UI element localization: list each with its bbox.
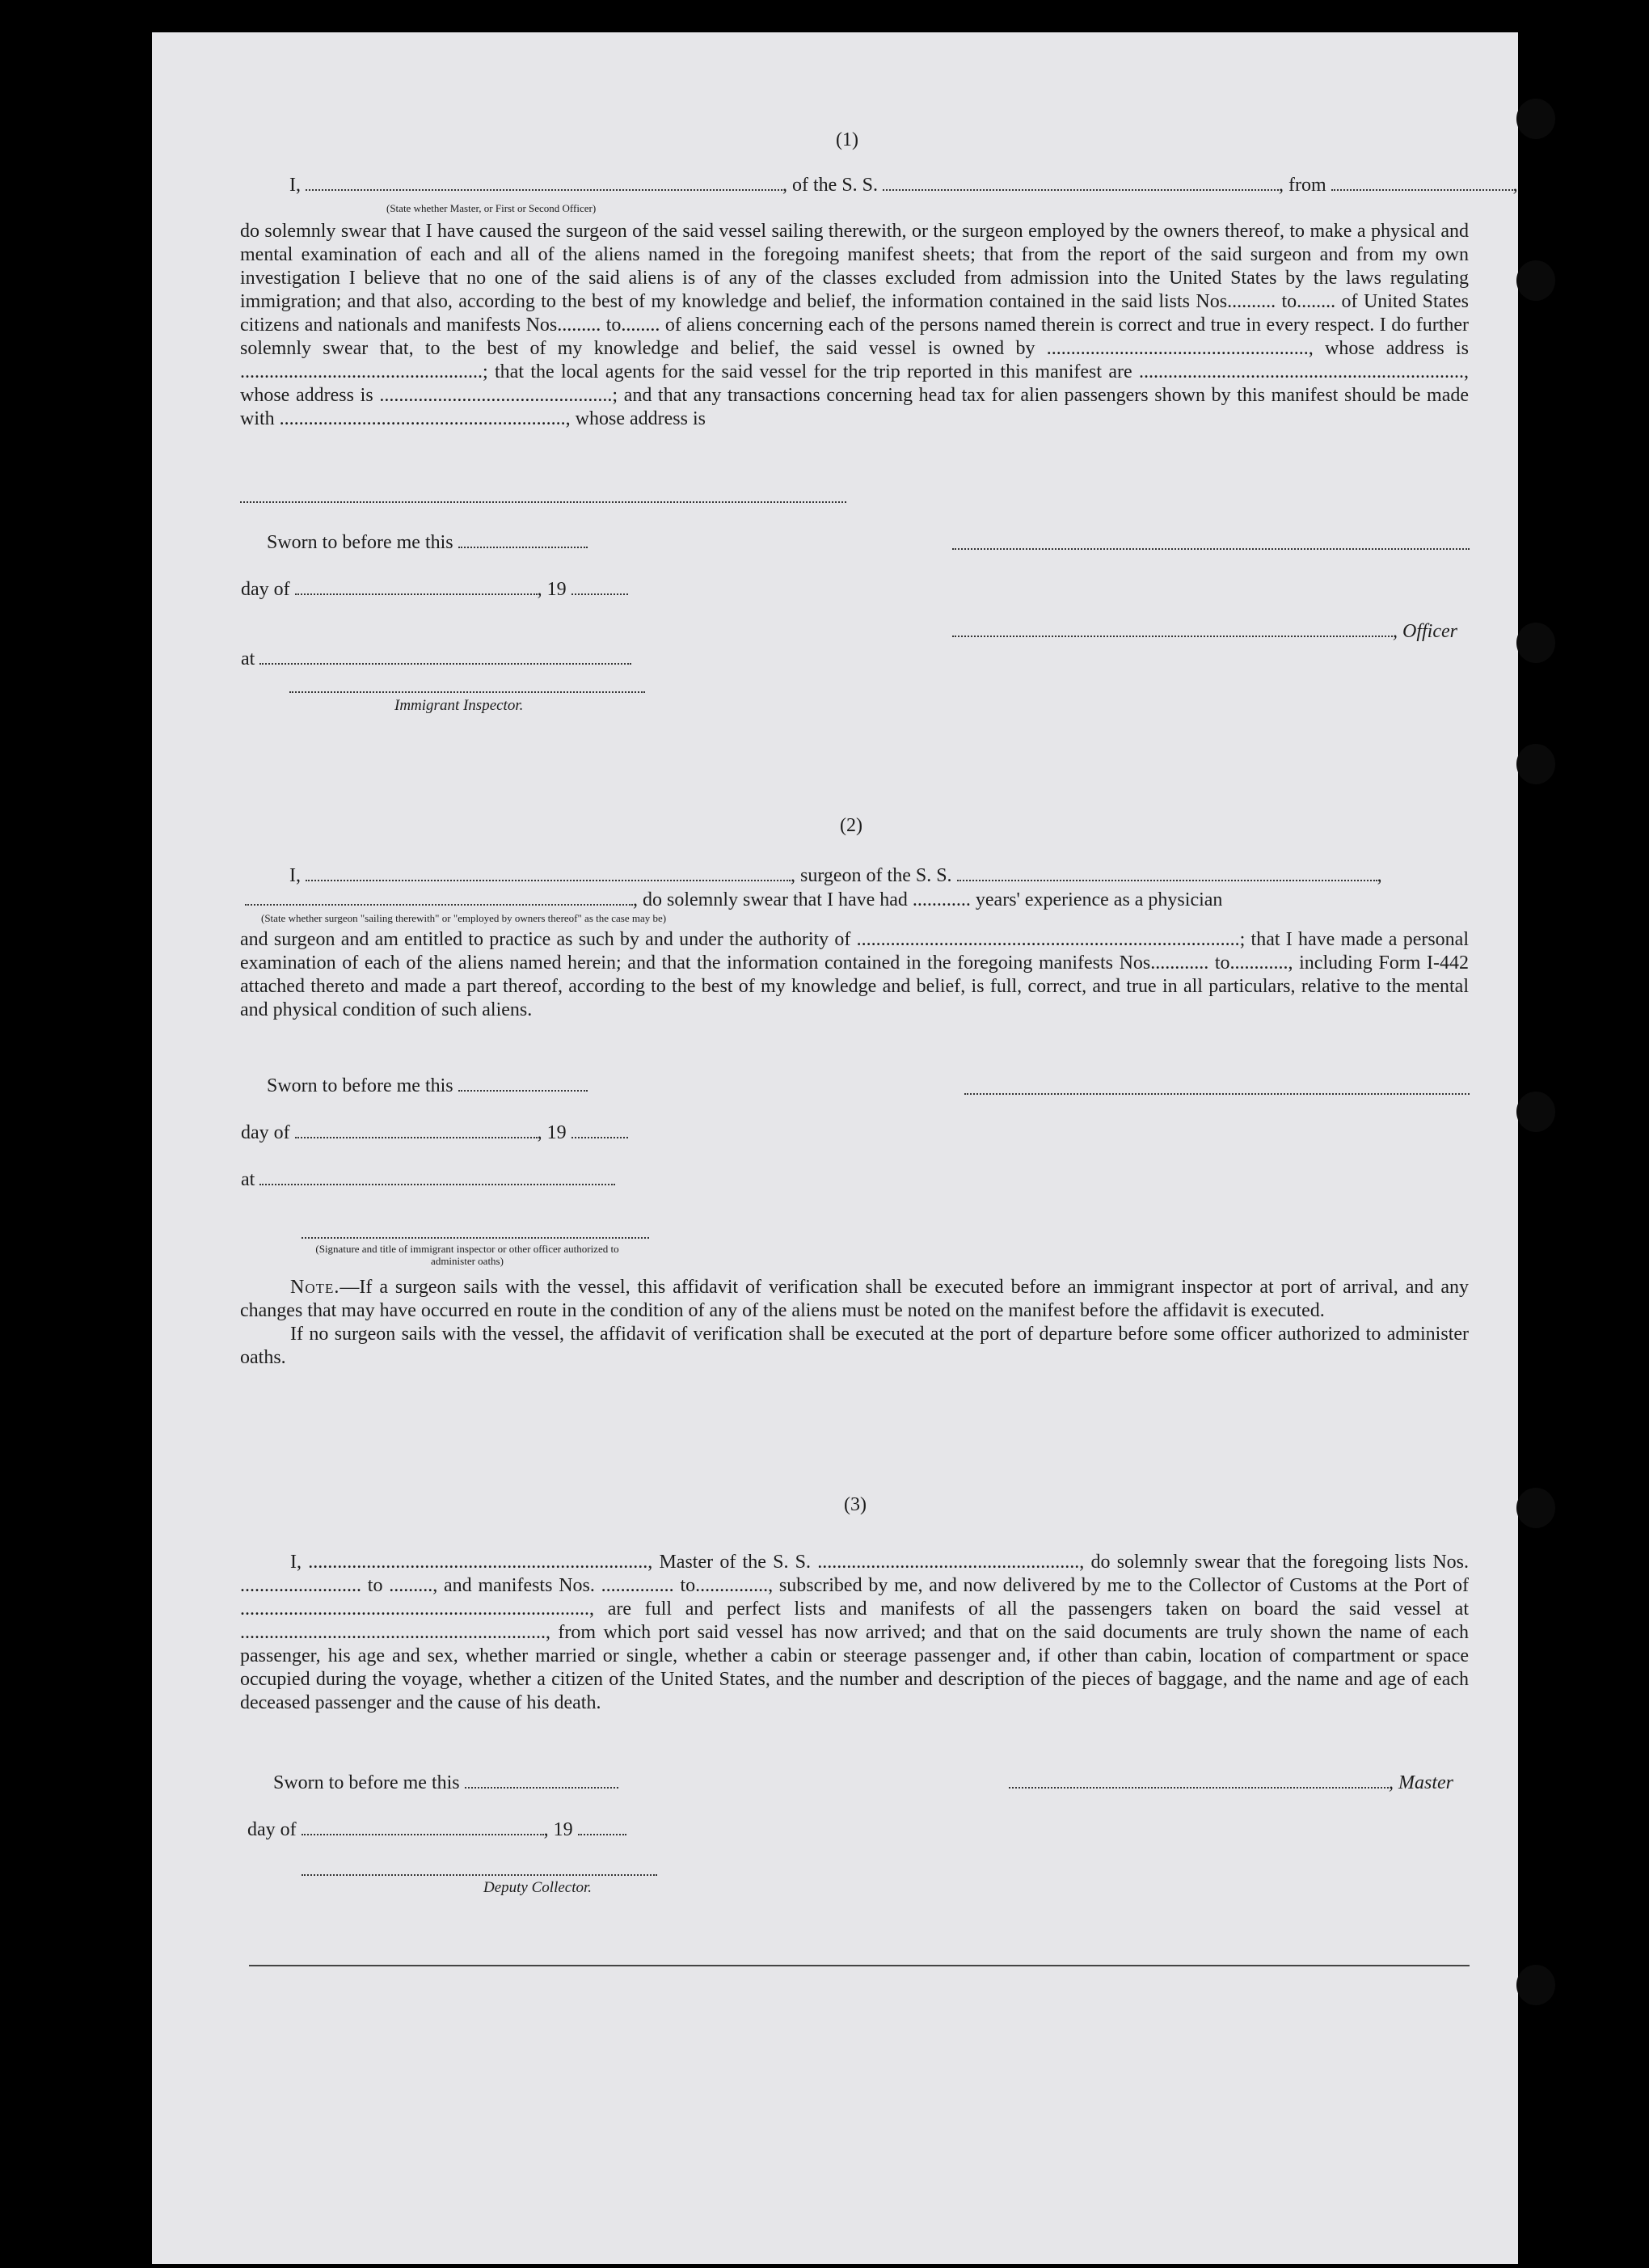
oath-officer-signature-line — [302, 1237, 649, 1239]
punch-hole — [1516, 1092, 1555, 1132]
day-blank — [302, 1819, 544, 1835]
at-blank — [259, 648, 631, 665]
year-label: , 19 — [537, 579, 567, 600]
sworn-blank — [465, 1772, 618, 1789]
at-label: at — [241, 648, 255, 669]
officer-label: , Officer — [1393, 621, 1457, 642]
punch-hole — [1516, 623, 1555, 663]
section-2-oath-line — [289, 865, 1382, 887]
from-blank — [1331, 175, 1513, 191]
note-label: Note. — [290, 1277, 340, 1298]
punch-hole — [1516, 99, 1555, 139]
at-blank — [259, 1169, 615, 1185]
day-blank — [295, 1122, 538, 1138]
section-2-oath-body — [240, 928, 1469, 1022]
day-blank — [295, 579, 538, 595]
ship-blank — [957, 865, 1377, 881]
punch-hole — [1516, 260, 1555, 301]
section-1-oath-line — [289, 175, 1518, 196]
surgeon-note — [240, 1276, 1469, 1370]
oath-prefix: I, — [289, 175, 301, 196]
officer-line — [952, 621, 1457, 643]
officer-blank — [952, 621, 1393, 637]
day-of-label: day of — [241, 1122, 290, 1143]
year-blank — [571, 1122, 628, 1138]
sworn-label: Sworn to before me this — [267, 532, 453, 553]
day-of-label: day of — [247, 1819, 297, 1840]
surgeon-status-caption: (State whether surgeon "sailing therewith" or "employed by owners thereof" as the case may be) — [261, 912, 667, 924]
year-blank — [571, 579, 628, 595]
master-label: , Master — [1389, 1772, 1453, 1793]
note-body: —If a surgeon sails with the vessel, this affidavit of verification shall be executed before an immigrant inspector at port of arrival, and any changes that may have occurred en route in the condition of any of the aliens must be noted on the manifest before the affidavit is executed. — [240, 1277, 1469, 1321]
inspector-signature-line — [289, 691, 645, 693]
signature-caption: (Signature and title of immigrant inspector or other officer authorized to administer oaths) — [315, 1243, 619, 1267]
surgeon-of-label: , surgeon of the S. S. — [791, 865, 952, 886]
sworn-blank — [458, 1075, 588, 1092]
sworn-line — [273, 1772, 618, 1794]
collector-signature-line — [302, 1874, 657, 1876]
master-blank — [1009, 1772, 1389, 1789]
surgeon-status-blank — [245, 889, 633, 906]
punch-hole — [1516, 1488, 1555, 1528]
year-label: , 19 — [543, 1819, 573, 1840]
manifest-sheet — [152, 32, 1518, 2264]
collector-caption: Deputy Collector. — [483, 1879, 593, 1896]
at-line — [241, 648, 631, 670]
name-blank — [306, 175, 782, 191]
note-text — [240, 1276, 1469, 1323]
day-line — [241, 579, 628, 601]
surgeon-body-text: and surgeon and am entitled to practice as such by and under the authority of ...............................................................................; that I have made a personal examination of each of the aliens named herein; and that the information contained in the foregoing manifests Nos............ to............, including Form I-442 attached thereto and made a part thereof, according to the best of my knowledge and belief, is full, correct, and true in all particulars, relative to the mental and physical condition of such aliens. — [240, 929, 1469, 1020]
oath-body-text: do solemnly swear that I have caused the surgeon of the said vessel sailing therewith, or the surgeon employed by the owners thereof, to make a physical and mental examination of each and all of the aliens named in the foregoing manifest sheets; that from the report of the said surgeon and from my own investigation I believe that no one of the said aliens is of any of the classes excluded from admission into the United States by the laws regulating immigration; and that also, according to the best of my knowledge and belief, the information contained in the said lists Nos.......... to........ of United States citizens and nationals and manifests Nos......... to........ of aliens concerning each of the persons named therein is correct and true in every respect. I do further solemnly swear that, to the best of my knowledge and belief, the said vessel is owned by ......................................................, whose address is ..................................................; that the local agents for the said vessel for the trip reported in this manifest are ..................................................................., whose address is ................................................; and that any transactions concerning head tax for alien passengers shown by this manifest should be made with ..........................................................., whose address is — [240, 221, 1469, 429]
section-3-oath-body — [240, 1551, 1469, 1715]
punch-hole — [1516, 744, 1555, 784]
of-ss-label: , of the S. S. — [782, 175, 879, 196]
sworn-label: Sworn to before me this — [273, 1772, 460, 1793]
oath-prefix: I, — [289, 865, 301, 886]
section-3-number: (3) — [844, 1494, 867, 1515]
comma: , — [1377, 865, 1382, 886]
surgeon-signature-line — [964, 1093, 1470, 1095]
year-blank — [578, 1819, 626, 1835]
comma: , — [1512, 175, 1518, 196]
day-of-label: day of — [241, 579, 290, 600]
master-body-text: I, ......................................................................, Master of the S. S. ......................................................, do solemnly swear that the foregoing lists Nos. ......................... to ........., and manifests Nos. ............... to..............., subscribed by me, and now delivered by me to the Collector of Customs at the Port of ........................................................................, are full and perfect lists and manifests of all the passengers taken on board the said vessel at ..............................................................., from which port said vessel has now arrived; and that on the said documents are truly shown the name of each passenger, his age and sex, whether married or single, whether a cabin or steerage passenger and, if other than cabin, location of compartment or space occupied during the voyage, whether a citizen of the United States, and the number and description of the pieces of baggage, and the name and age of each deceased passenger and the cause of his death. — [240, 1552, 1469, 1713]
at-label: at — [241, 1169, 255, 1190]
day-line — [241, 1122, 628, 1144]
officer-rank-caption: (State whether Master, or First or Second Officer) — [386, 202, 597, 214]
master-line — [1009, 1772, 1453, 1794]
inspector-caption: Immigrant Inspector. — [394, 697, 524, 714]
officer-signature-line-1 — [952, 548, 1470, 550]
address-blank — [240, 501, 846, 503]
section-1-number: (1) — [836, 129, 858, 150]
section-2-experience-line — [245, 889, 1222, 911]
day-line — [247, 1819, 626, 1841]
sworn-label: Sworn to before me this — [267, 1075, 453, 1096]
punch-hole — [1516, 1965, 1555, 2005]
section-2-number: (2) — [840, 815, 862, 836]
sworn-line — [267, 1075, 588, 1097]
surgeon-name-blank — [306, 865, 791, 881]
bottom-rule — [249, 1965, 1470, 1966]
ship-blank — [883, 175, 1279, 191]
section-1-oath-body — [240, 220, 1469, 431]
year-label: , 19 — [537, 1122, 567, 1143]
experience-text: , do solemnly swear that I have had ............ years' experience as a physician — [633, 889, 1223, 910]
note-second-paragraph: If no surgeon sails with the vessel, the affidavit of verification shall be executed at the port of departure before some officer authorized to administer oaths. — [240, 1324, 1469, 1368]
from-label: , from — [1279, 175, 1326, 196]
sworn-blank — [458, 532, 588, 548]
at-line — [241, 1169, 615, 1191]
sworn-line — [267, 532, 588, 554]
